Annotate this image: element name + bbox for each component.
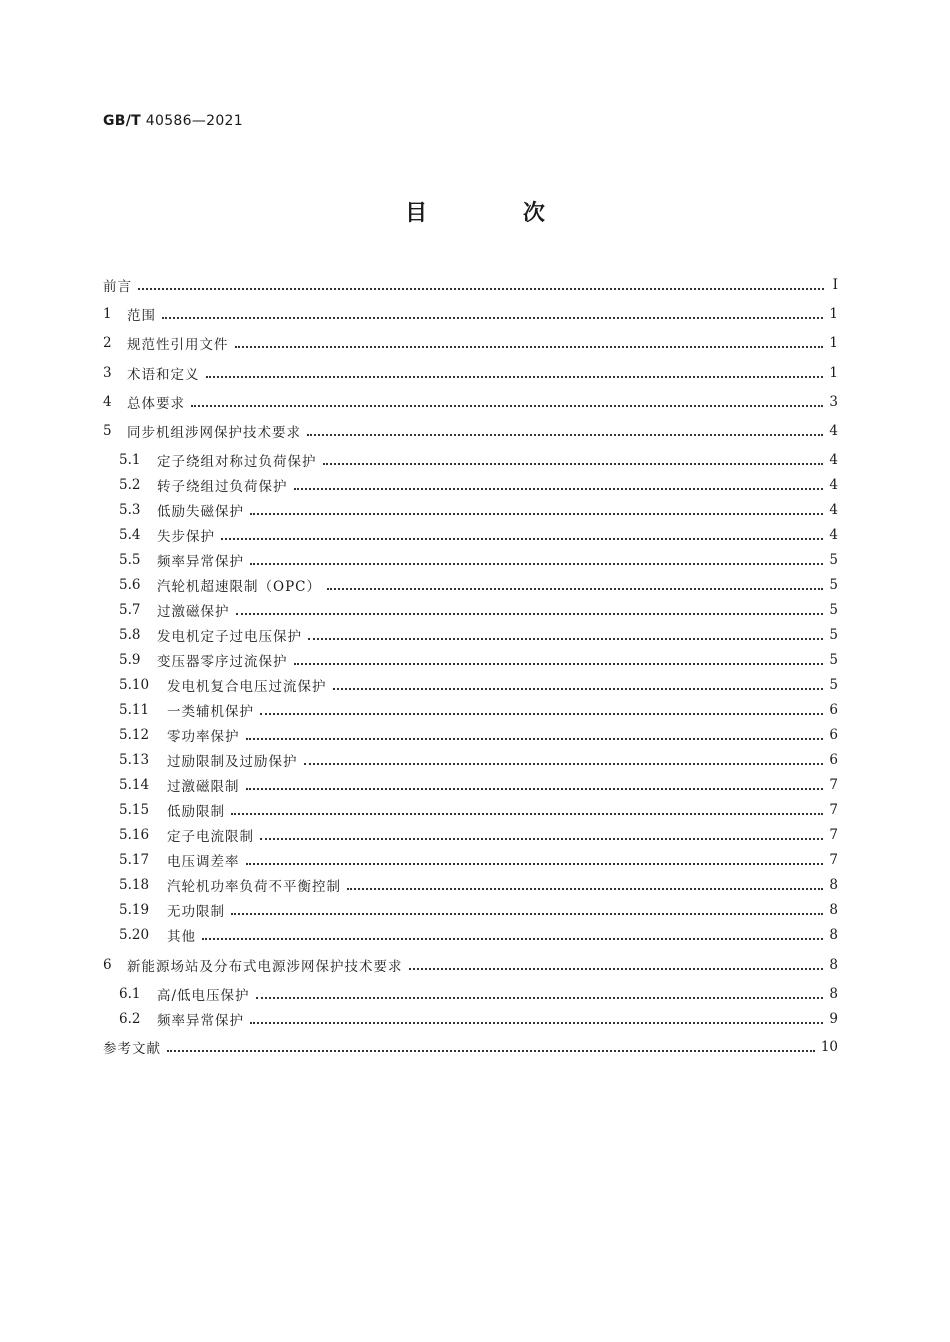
toc-entry-number: 5.15 — [119, 802, 150, 818]
toc-entry-page: 4 — [829, 502, 838, 518]
toc-leader-dots — [409, 966, 824, 970]
toc-entry-page: 5 — [829, 652, 838, 668]
toc-entry-number: 5.1 — [119, 452, 141, 468]
toc-entry-title: 失步保护 — [157, 529, 215, 545]
toc-entry-title: 术语和定义 — [127, 367, 200, 383]
standard-prefix: GB/T — [103, 113, 142, 129]
toc-entry-title: 电压调差率 — [167, 854, 240, 870]
toc-leader-dots — [327, 586, 823, 590]
toc-entry[interactable] — [119, 475, 838, 495]
page-title: 目 次 — [405, 201, 589, 226]
toc-entry-page: 5 — [829, 552, 838, 568]
toc-entry-number: 5.13 — [119, 752, 150, 768]
toc-entry-title: 无功限制 — [167, 904, 225, 920]
toc-entry-number: 5.8 — [119, 627, 141, 643]
toc-entry-title: 低励失磁保护 — [157, 504, 244, 520]
toc-leader-dots — [260, 711, 823, 715]
toc-entry-page: 7 — [829, 802, 838, 818]
toc-entry-number: 5.12 — [119, 727, 150, 743]
toc-leader-dots — [206, 374, 824, 378]
toc-entry[interactable] — [119, 500, 838, 520]
toc-entry-number: 5 — [103, 423, 112, 439]
toc-leader-dots — [304, 761, 824, 765]
toc-entry-page: Ⅰ — [832, 277, 838, 293]
toc-leader-dots — [162, 315, 823, 319]
toc-leader-dots — [167, 1048, 815, 1052]
toc-entry[interactable] — [119, 600, 838, 620]
toc-entry-title: 发电机定子过电压保护 — [157, 629, 302, 645]
toc-entry-number: 5.16 — [119, 827, 150, 843]
toc-entry[interactable] — [119, 925, 838, 945]
toc-entry[interactable] — [119, 625, 838, 645]
toc-entry-page: 10 — [820, 1039, 838, 1055]
toc-entry-page: 9 — [829, 1011, 838, 1027]
toc-entry[interactable] — [119, 850, 838, 870]
toc-entry-number: 6.1 — [119, 986, 141, 1002]
toc-entry[interactable] — [119, 775, 838, 795]
toc-entry-page: 7 — [829, 777, 838, 793]
toc-entry-number: 5.20 — [119, 927, 150, 943]
toc-entry[interactable] — [119, 800, 838, 820]
toc-entry-title: 过激磁限制 — [167, 779, 240, 795]
toc-entry-page: 6 — [829, 727, 838, 743]
toc-entry-number: 5.18 — [119, 877, 150, 893]
toc-entry-title: 新能源场站及分布式电源涉网保护技术要求 — [127, 959, 403, 975]
toc-entry-number: 3 — [103, 365, 112, 381]
toc-entry-title: 前言 — [103, 279, 132, 295]
toc-leader-dots — [294, 486, 824, 490]
toc-entry[interactable] — [119, 675, 838, 695]
toc-entry-number: 5.5 — [119, 552, 141, 568]
toc-entry-title: 频率异常保护 — [157, 554, 244, 570]
toc-entry-page: 5 — [829, 602, 838, 618]
toc-entry-page: 1 — [829, 365, 838, 381]
toc-entry-page: 4 — [829, 477, 838, 493]
toc-entry-page: 6 — [829, 702, 838, 718]
toc-entry-number: 5.17 — [119, 852, 150, 868]
toc-leader-dots — [347, 886, 823, 890]
toc-entry-page: 4 — [829, 527, 838, 543]
toc-leader-dots — [246, 861, 824, 865]
toc-entry-number: 5.19 — [119, 902, 150, 918]
toc-entry[interactable] — [119, 750, 838, 770]
toc-entry-page: 8 — [829, 927, 838, 943]
toc-entry[interactable] — [103, 392, 838, 412]
toc-entry-title: 一类辅机保护 — [167, 704, 254, 720]
toc-entry-title: 高/低电压保护 — [157, 988, 250, 1004]
toc-entry[interactable] — [119, 525, 838, 545]
toc-leader-dots — [308, 636, 823, 640]
toc-entry[interactable] — [103, 333, 838, 353]
toc-entry-number: 5.6 — [119, 577, 141, 593]
toc-leader-dots — [191, 403, 823, 407]
toc-entry[interactable] — [119, 1009, 838, 1029]
toc-entry-page: 4 — [829, 452, 838, 468]
toc-entry-title: 零功率保护 — [167, 729, 240, 745]
toc-entry-title: 范围 — [127, 308, 156, 324]
toc-entry-title: 频率异常保护 — [157, 1013, 244, 1029]
toc-entry[interactable] — [103, 955, 838, 975]
toc-entry[interactable] — [103, 1037, 838, 1057]
toc-leader-dots — [250, 511, 823, 515]
toc-entry-title: 变压器零序过流保护 — [157, 654, 288, 670]
toc-entry-title: 定子绕组对称过负荷保护 — [157, 454, 317, 470]
toc-entry[interactable] — [119, 900, 838, 920]
toc-leader-dots — [307, 432, 823, 436]
toc-leader-dots — [236, 611, 824, 615]
toc-entry-page: 1 — [829, 306, 838, 322]
toc-entry-number: 4 — [103, 394, 112, 410]
toc-entry-page: 7 — [829, 852, 838, 868]
toc-entry-page: 3 — [829, 394, 838, 410]
toc-entry-page: 6 — [829, 752, 838, 768]
toc-entry-title: 同步机组涉网保护技术要求 — [127, 425, 301, 441]
toc-leader-dots — [231, 811, 823, 815]
toc-entry-title: 其他 — [167, 929, 196, 945]
toc-entry[interactable] — [119, 984, 838, 1004]
standard-code: 40586—2021 — [145, 113, 243, 129]
toc-entry-title: 发电机复合电压过流保护 — [167, 679, 327, 695]
toc-entry-page: 5 — [829, 577, 838, 593]
toc-entry-number: 6 — [103, 957, 112, 973]
toc-entry-title: 低励限制 — [167, 804, 225, 820]
toc-entry[interactable] — [103, 275, 838, 295]
toc-entry-number: 5.7 — [119, 602, 141, 618]
toc-entry-page: 7 — [829, 827, 838, 843]
toc-entry-number: 5.4 — [119, 527, 141, 543]
toc-entry[interactable] — [119, 825, 838, 845]
toc-entry-title: 过激磁保护 — [157, 604, 230, 620]
toc-entry-title: 汽轮机功率负荷不平衡控制 — [167, 879, 341, 895]
toc-entry-number: 6.2 — [119, 1011, 141, 1027]
toc-entry-title: 总体要求 — [127, 396, 185, 412]
toc-entry-title: 定子电流限制 — [167, 829, 254, 845]
toc-leader-dots — [260, 836, 823, 840]
toc-leader-dots — [246, 736, 824, 740]
toc-entry-number: 5.3 — [119, 502, 141, 518]
toc-entry[interactable] — [119, 575, 838, 595]
toc-entry-title: 规范性引用文件 — [127, 337, 229, 353]
toc-entry-page: 8 — [829, 877, 838, 893]
toc-entry-title: 过励限制及过励保护 — [167, 754, 298, 770]
toc-entry[interactable] — [119, 650, 838, 670]
toc-leader-dots — [250, 1020, 823, 1024]
toc-entry[interactable] — [119, 875, 838, 895]
toc-entry[interactable] — [119, 700, 838, 720]
toc-leader-dots — [235, 344, 824, 348]
toc-entry[interactable] — [119, 450, 838, 470]
toc-entry-page: 4 — [829, 423, 838, 439]
toc-entry-number: 5.10 — [119, 677, 150, 693]
toc-entry-number: 1 — [103, 306, 112, 322]
toc-entry-title: 参考文献 — [103, 1041, 161, 1057]
toc-leader-dots — [323, 461, 824, 465]
toc-leader-dots — [221, 536, 823, 540]
toc-entry[interactable] — [119, 550, 838, 570]
toc-leader-dots — [246, 786, 824, 790]
toc-entry-page: 1 — [829, 335, 838, 351]
toc-entry-number: 5.11 — [119, 702, 150, 718]
toc-entry-page: 5 — [829, 677, 838, 693]
toc-entry[interactable] — [103, 304, 838, 324]
toc-entry-page: 8 — [829, 957, 838, 973]
toc-leader-dots — [294, 661, 824, 665]
toc-leader-dots — [202, 936, 823, 940]
toc-entry-page: 8 — [829, 902, 838, 918]
toc-entry-number: 5.2 — [119, 477, 141, 493]
toc-leader-dots — [231, 911, 823, 915]
toc-leader-dots — [138, 286, 824, 290]
toc-entry-page: 8 — [829, 986, 838, 1002]
toc-entry-title: 汽轮机超速限制（OPC） — [157, 579, 321, 595]
toc-entry[interactable] — [119, 725, 838, 745]
toc-entry[interactable] — [103, 363, 838, 383]
toc-entry-number: 5.14 — [119, 777, 150, 793]
toc-leader-dots — [333, 686, 824, 690]
toc-entry-title: 转子绕组过负荷保护 — [157, 479, 288, 495]
toc-entry[interactable] — [103, 421, 838, 441]
toc-entry-page: 5 — [829, 627, 838, 643]
toc-entry-number: 5.9 — [119, 652, 141, 668]
standard-number — [103, 113, 243, 129]
toc-entry-number: 2 — [103, 335, 112, 351]
toc-leader-dots — [250, 561, 823, 565]
toc-leader-dots — [256, 995, 824, 999]
